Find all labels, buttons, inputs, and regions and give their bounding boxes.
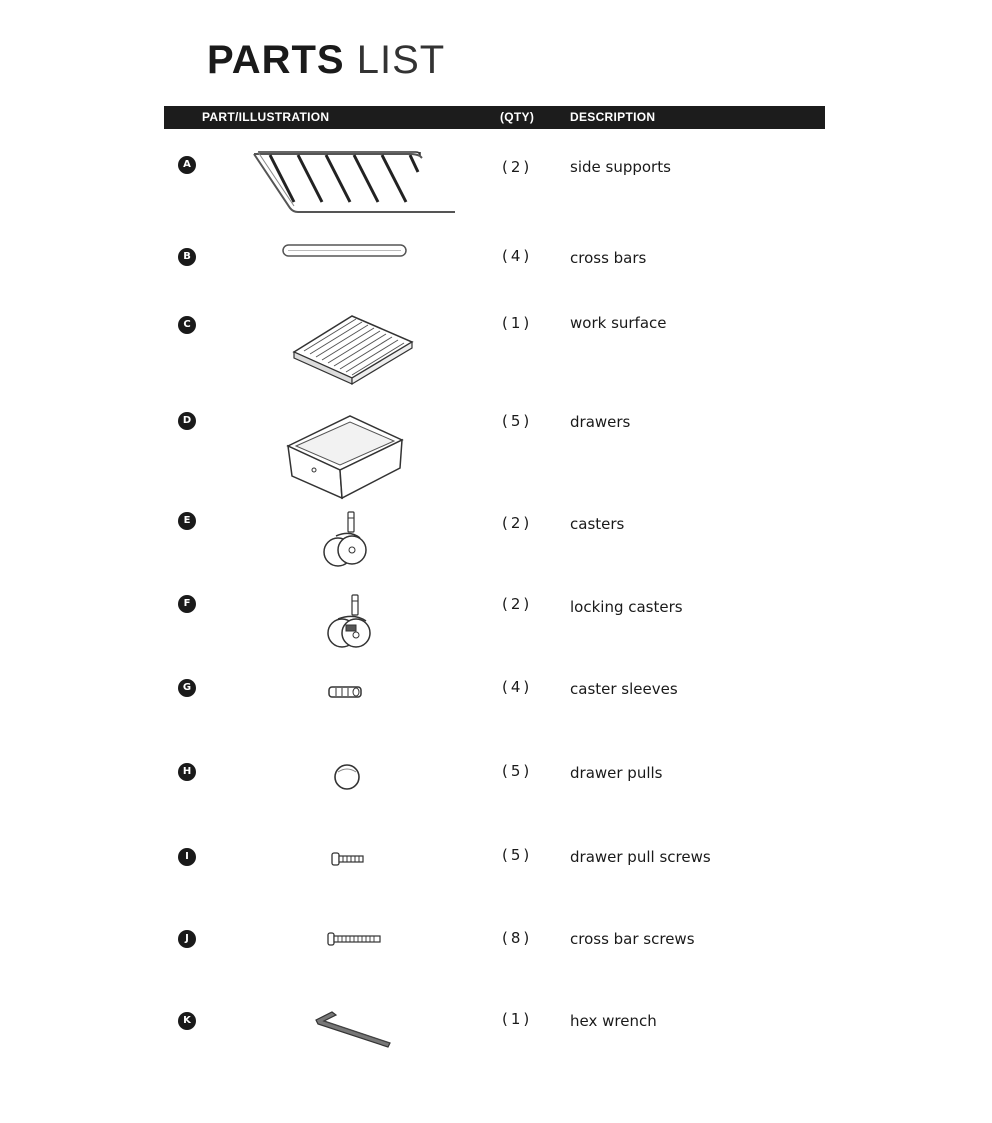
part-description: caster sleeves (570, 680, 678, 698)
caster-sleeve-icon (328, 685, 364, 699)
part-description: work surface (570, 314, 667, 332)
part-letter: F (178, 595, 196, 613)
part-qty: (5) (502, 412, 533, 430)
locking-caster-icon (324, 593, 376, 653)
part-qty: (2) (502, 514, 533, 532)
part-description: drawer pulls (570, 764, 663, 782)
part-description: side supports (570, 158, 671, 176)
header-part: PART/ILLUSTRATION (202, 110, 330, 124)
part-letter: E (178, 512, 196, 530)
drawer-pull-screw-icon (330, 850, 366, 868)
part-description: locking casters (570, 598, 683, 616)
title-bold: PARTS (207, 38, 345, 82)
page-title (207, 38, 445, 82)
part-qty: (2) (502, 158, 533, 176)
part-qty: (1) (502, 314, 533, 332)
part-description: casters (570, 515, 625, 533)
drawer-pull-icon (332, 762, 362, 792)
header-qty: (QTY) (500, 110, 535, 124)
part-description: cross bars (570, 249, 647, 267)
part-qty: (5) (502, 762, 533, 780)
part-qty: (4) (502, 678, 533, 696)
part-description: hex wrench (570, 1012, 657, 1030)
part-letter: J (178, 930, 196, 948)
cross-bar-screw-icon (326, 931, 384, 947)
work-surface-icon (290, 312, 416, 388)
part-letter: D (178, 412, 196, 430)
cross-bar-icon (282, 244, 408, 258)
part-letter: B (178, 248, 196, 266)
header-description: DESCRIPTION (570, 110, 656, 124)
table-header (164, 106, 825, 129)
hex-wrench-icon (312, 1010, 394, 1050)
part-qty: (4) (502, 247, 533, 265)
part-description: cross bar screws (570, 930, 695, 948)
side-support-icon (250, 150, 460, 216)
caster-icon (320, 510, 370, 570)
part-qty: (8) (502, 929, 533, 947)
part-letter: G (178, 679, 196, 697)
drawer-icon (284, 412, 406, 502)
part-qty: (2) (502, 595, 533, 613)
part-letter: H (178, 763, 196, 781)
part-letter: A (178, 156, 196, 174)
part-qty: (5) (502, 846, 533, 864)
part-description: drawers (570, 413, 631, 431)
part-qty: (1) (502, 1010, 533, 1028)
title-light: LIST (356, 38, 446, 82)
part-letter: C (178, 316, 196, 334)
part-letter: I (178, 848, 196, 866)
part-description: drawer pull screws (570, 848, 711, 866)
part-letter: K (178, 1012, 196, 1030)
